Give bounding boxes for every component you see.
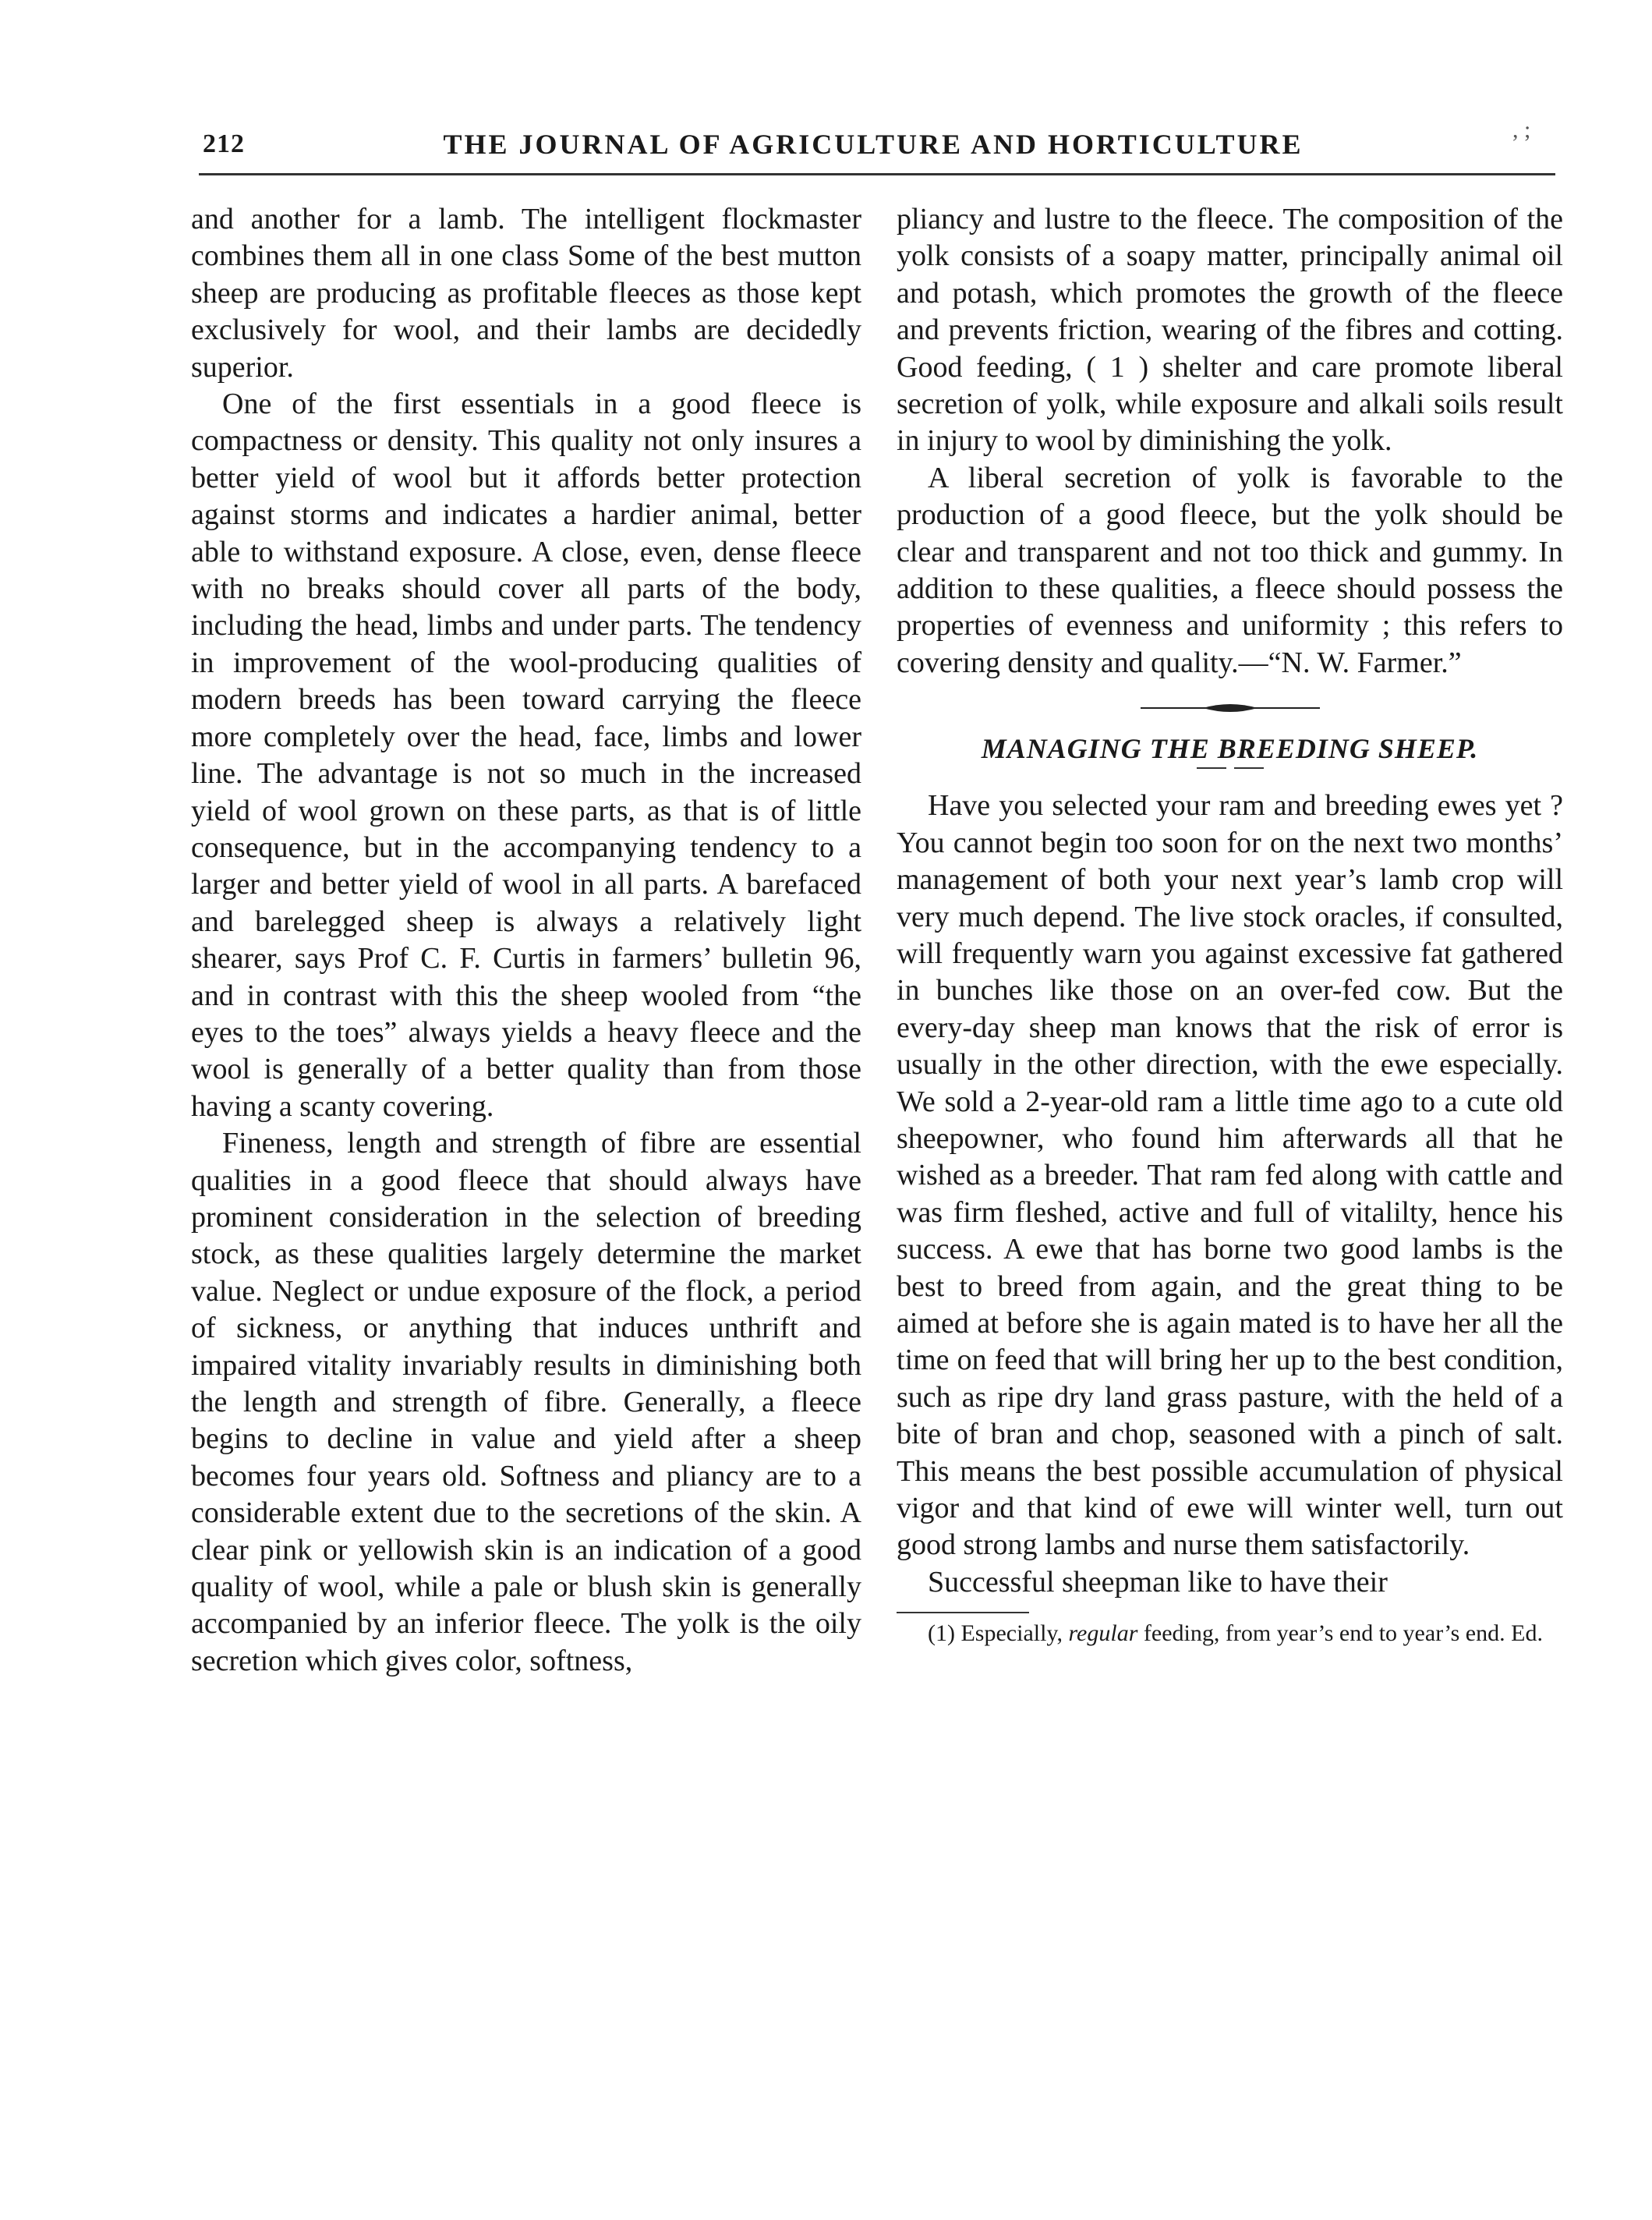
footnote-emphasis: regular [1068, 1620, 1138, 1647]
footnote-rule [897, 1612, 1029, 1613]
footnote-signature: Ed. [1505, 1620, 1543, 1647]
underline-dash [1234, 767, 1264, 774]
page-number: 212 [203, 129, 245, 158]
left-paragraph-3: Fineness, length and strength of fibre are essential qualities in a good fleece that should always have prominent consideration in the selection of breeding stock, as these qualities largely determine the market value. Neglect or undue exposure of the flock, a period of sickness, or anything that induces unthrift and impaired vitality invariably results in diminishing both the length and strength of fibre. Generally, a fleece begins to decline in value and yield after a sheep becomes four years old. Softness and pliancy are to a considerable extent due to the secretions of the skin. A clear pink or yellowish skin is an indication of a good quality of wool, while a pale or blush skin is generally accompanied by an inferior fleece. The yolk is the oily secretion which gives color, softness, [191, 1127, 861, 1677]
right-column [897, 201, 1563, 1648]
edge-marks: , ; [1512, 117, 1531, 143]
right-paragraph-4: Successful sheepman like to have their [928, 1565, 1388, 1599]
footnote-text-before: Especially, [954, 1620, 1069, 1647]
left-paragraph-1: and another for a lamb. The intelligent flockmaster combines them all in one class Some of the best mutton sheep are producing as profitable fleeces as those kept exclusively for wool, and their lambs are decidedly superior. [191, 203, 861, 384]
left-paragraph-2: One of the first essentials in a good fleece is compactness or density. This quality not only insures a better yield of wool but it affords better protection against storms and indicates a hardier animal, better able to withstand exposure. A close, even, dense fleece with no breaks should cover all parts of the body, including the head, limbs and under parts. The tendency in improvement of the wool-producing qualities of modern breeds has been toward carrying the fleece more completely over the head, face, limbs and lower line. The advantage is not so much in the increased yield of wool grown on these parts, as that is of little consequence, but in the accompanying tendency to a larger and better yield of wool in all parts. A barefaced and barelegged sheep is always a relatively light shearer, says Prof C. F. Curtis in farmers’ bulletin 96, and in contrast with this the sheep wooled from “the eyes to the toes” always yields a heavy fleece and the wool is generally of a better quality than from those having a scanty covering. [191, 388, 861, 1123]
header-rule [199, 173, 1555, 175]
footnote [897, 1620, 1563, 1648]
left-column [191, 201, 861, 1680]
right-paragraph-3: Have you selected your ram and breeding ewes yet ? You cannot begin too soon for on the next two months’ management of both your next year’s lamb crop will very much depend. The live stock oracles, if consulted, will frequently warn you against excessive fat gathered in bunches like those on an over-fed cow. But the every-day sheep man knows that the risk of error is usually in the other direction, with the ewe especially. We sold a 2-year-old ram a little time ago to a cute old sheepowner, who found him afterwards all that he wished as a breeder. That ram fed along with cattle and was firm fleshed, active and full of vitalilty, hence his success. A ewe that has borne two good lambs is the best to breed from again, and the great thing to be aimed at before she is again mated is to have her all the time on feed that will bring her up to the best condition, such as ripe dry land grass pasture, with the held of a bite of bran and chop, seasoned with a pinch of salt. This means the best possible accumulation of physical vigor and that kind of ewe will winter well, turn out good strong lambs and nurse them satisfactorily. [897, 789, 1563, 1562]
journal-title: THE JOURNAL OF AGRICULTURE AND HORTICULTURE [443, 129, 1304, 160]
footnote-marker: (1) [928, 1620, 955, 1647]
underline-dash [1197, 767, 1226, 774]
section-divider-ornament [897, 702, 1563, 714]
right-paragraph-1: pliancy and lustre to the fleece. The composition of the yolk consists of a soapy matter, principally animal oil and potash, which promotes the growth of the fleece and prevents friction, wearing of the fibres and cotting. Good feeding, ( 1 ) shelter and care promote liberal secretion of yolk, while exposure and alkali soils result in injury to wool by diminishing the yolk. [897, 203, 1563, 458]
running-head [187, 125, 1559, 164]
ornament-rule-icon [1141, 702, 1320, 714]
right-paragraph-2: A liberal secretion of yolk is favorable to the production of a good fleece, but the yolk should be clear and transparent and not too thick and gummy. In addition to these qualities, a fleece should possess the properties of evenness and uniformity ; this refers to covering density and quality.—“N. W. Farmer.” [897, 461, 1563, 679]
section-heading: MANAGING THE BREEDING SHEEP. [981, 733, 1479, 765]
footnote-text-after: feeding, from year’s end to year’s end. [1137, 1620, 1505, 1647]
heading-underline [897, 767, 1563, 774]
